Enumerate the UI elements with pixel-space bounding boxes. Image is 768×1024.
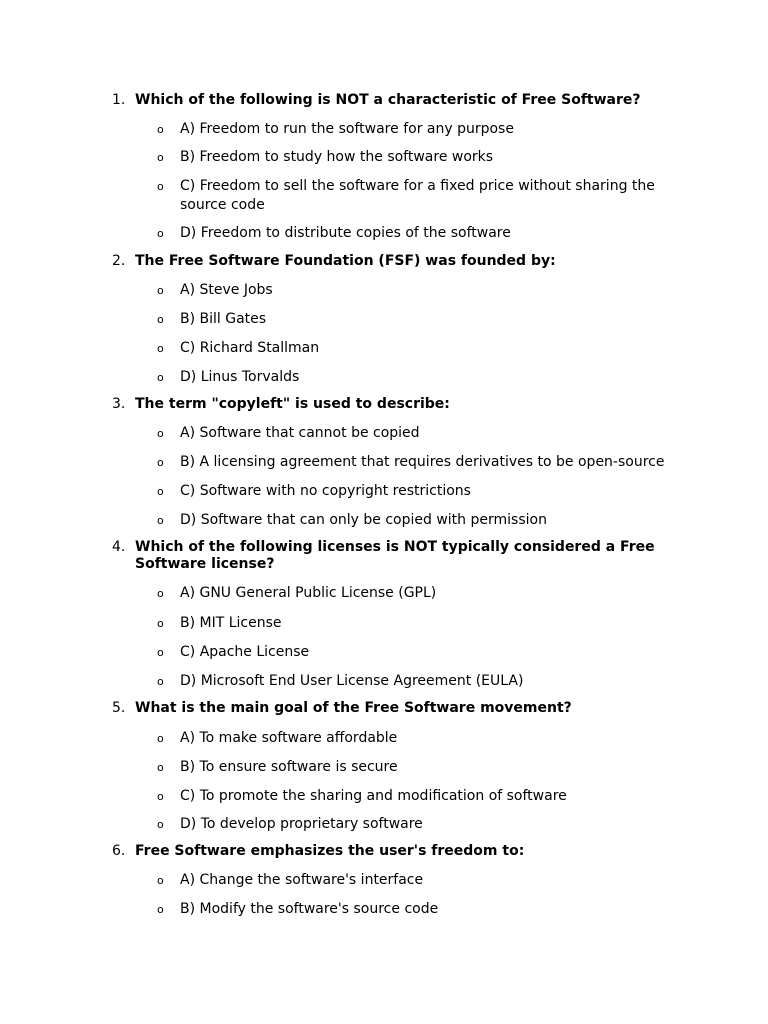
question-number: 3.: [112, 396, 126, 412]
bullet-icon: o: [157, 646, 164, 659]
answer-option-text: D) Linus Torvalds: [180, 369, 300, 385]
bullet-icon: o: [157, 514, 164, 527]
bullet-icon: o: [157, 761, 164, 774]
answer-option-text: C) Richard Stallman: [180, 340, 320, 356]
bullet-icon: o: [157, 151, 164, 164]
bullet-icon: o: [157, 587, 164, 600]
question-text: Free Software emphasizes the user's freedom to:: [135, 843, 525, 859]
answer-option-text: D) Software that can only be copied with permission: [180, 512, 547, 528]
bullet-icon: o: [157, 342, 164, 355]
question-text: The term "copyleft" is used to describe:: [135, 396, 450, 412]
question-text: What is the main goal of the Free Software movement?: [135, 700, 572, 716]
bullet-icon: o: [157, 732, 164, 745]
answer-option-text: B) MIT License: [180, 615, 282, 631]
answer-option-text: B) Modify the software's source code: [180, 901, 439, 917]
answer-option-text: B) Freedom to study how the software works: [180, 149, 494, 165]
question-number: 5.: [112, 700, 126, 716]
answer-option-text: A) GNU General Public License (GPL): [180, 585, 437, 601]
bullet-icon: o: [157, 427, 164, 440]
bullet-icon: o: [157, 485, 164, 498]
bullet-icon: o: [157, 180, 164, 193]
answer-option-text: A) Software that cannot be copied: [180, 425, 420, 441]
question-number: 1.: [112, 92, 126, 108]
bullet-icon: o: [157, 617, 164, 630]
question-text: The Free Software Foundation (FSF) was founded by:: [135, 253, 556, 269]
bullet-icon: o: [157, 371, 164, 384]
bullet-icon: o: [157, 675, 164, 688]
answer-option-text: A) To make software affordable: [180, 730, 398, 746]
bullet-icon: o: [157, 123, 164, 136]
answer-option-text: C) To promote the sharing and modification of software: [180, 788, 567, 804]
answer-option-text: D) Microsoft End User License Agreement (EULA): [180, 673, 524, 689]
question-text: Which of the following licenses is NOT typically considered a Free Software license?: [135, 539, 655, 572]
question-text: Which of the following is NOT a characteristic of Free Software?: [135, 92, 641, 108]
question-number: 4.: [112, 539, 126, 555]
answer-option-text: B) Bill Gates: [180, 311, 267, 327]
question-number: 2.: [112, 253, 126, 269]
answer-option-text: A) Steve Jobs: [180, 282, 273, 298]
answer-option-text: D) To develop proprietary software: [180, 816, 423, 832]
answer-option-text: B) To ensure software is secure: [180, 759, 398, 775]
bullet-icon: o: [157, 456, 164, 469]
bullet-icon: o: [157, 790, 164, 803]
bullet-icon: o: [157, 313, 164, 326]
answer-option-text: A) Freedom to run the software for any purpose: [180, 121, 514, 137]
answer-option-text: C) Apache License: [180, 644, 310, 660]
bullet-icon: o: [157, 227, 164, 240]
question-number: 6.: [112, 843, 126, 859]
bullet-icon: o: [157, 818, 164, 831]
answer-option-text: C) Software with no copyright restrictions: [180, 483, 471, 499]
answer-option-text: D) Freedom to distribute copies of the software: [180, 225, 511, 241]
bullet-icon: o: [157, 284, 164, 297]
answer-option-text: A) Change the software's interface: [180, 872, 424, 888]
answer-option-text: B) A licensing agreement that requires derivatives to be open-source: [180, 454, 665, 470]
answer-option-text: C) Freedom to sell the software for a fixed price without sharing the source code: [180, 178, 655, 213]
bullet-icon: o: [157, 874, 164, 887]
bullet-icon: o: [157, 903, 164, 916]
